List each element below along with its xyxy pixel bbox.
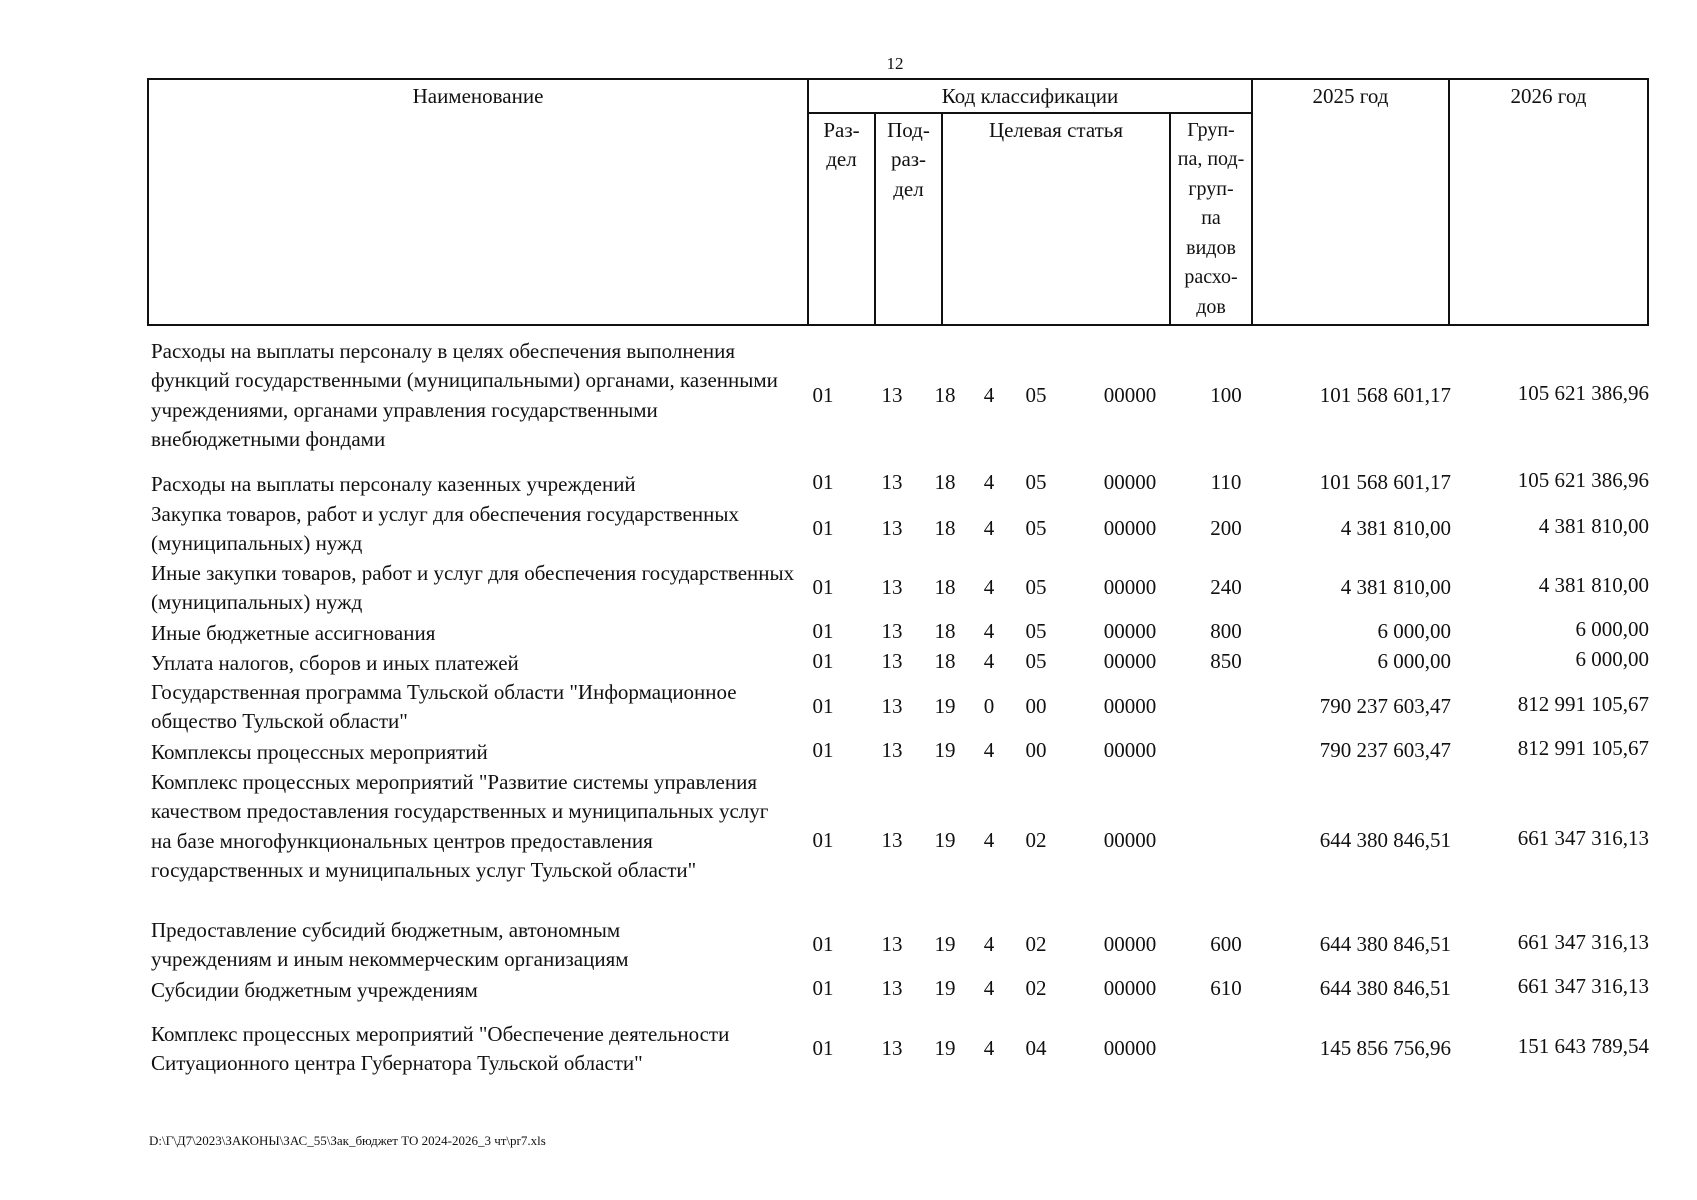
header-target-article: Целевая статья [942,113,1170,325]
row-target-program: 19 [934,932,956,956]
row-amount-2026: 812 991 105,67 [1517,692,1649,716]
row-target-element: 02 [1025,976,1047,1000]
row-amount-2025: 644 380 846,51 [1319,828,1451,852]
row-amount-2025: 101 568 601,17 [1319,470,1451,494]
header-year-2025: 2025 год [1252,79,1449,325]
row-target-program: 19 [934,738,956,762]
row-target-type: 4 [983,828,995,852]
row-target-type: 4 [983,575,995,599]
row-podrazdel: 13 [881,383,903,407]
row-target-type: 4 [983,738,995,762]
row-amount-2026: 661 347 316,13 [1517,826,1649,850]
row-target-program: 18 [934,516,956,540]
row-target-element: 04 [1025,1036,1047,1060]
row-target-direction: 00000 [1103,383,1157,407]
row-amount-2026: 4 381 810,00 [1538,514,1649,538]
row-podrazdel: 13 [881,619,903,643]
row-razdel: 01 [812,828,834,852]
row-target-program: 19 [934,1036,956,1060]
row-amount-2025: 4 381 810,00 [1340,575,1451,599]
row-razdel: 01 [812,649,834,673]
header-classification-code: Код классификации [808,79,1252,113]
row-target-program: 18 [934,470,956,494]
row-expense-group: 610 [1210,976,1242,1000]
row-razdel: 01 [812,1036,834,1060]
row-target-element: 05 [1025,470,1047,494]
row-podrazdel: 13 [881,828,903,852]
row-podrazdel: 13 [881,575,903,599]
row-amount-2025: 6 000,00 [1377,619,1451,643]
row-target-direction: 00000 [1103,932,1157,956]
header-year-2026: 2026 год [1449,79,1648,325]
row-razdel: 01 [812,383,834,407]
row-target-direction: 00000 [1103,976,1157,1000]
row-target-direction: 00000 [1103,516,1157,540]
row-target-element: 05 [1025,383,1047,407]
row-target-program: 19 [934,694,956,718]
row-amount-2026: 6 000,00 [1575,617,1649,641]
row-name: Субсидии бюджетным учреждениям [151,978,478,1002]
row-expense-group: 800 [1210,619,1242,643]
row-name: Расходы на выплаты персоналу в целях обеспечения выполнения функций государственными (муниципальными) органами, казенными учреждениями, органами управления государственными внебюджетными фондами [151,339,778,452]
row-podrazdel: 13 [881,694,903,718]
row-target-element: 02 [1025,932,1047,956]
row-razdel: 01 [812,516,834,540]
page-number: 12 [886,54,904,73]
row-target-type: 4 [983,976,995,1000]
row-target-type: 4 [983,932,995,956]
row-target-direction: 00000 [1103,1036,1157,1060]
header-podrazdel: Под- раз- дел [875,113,942,325]
footer-file-path: D:\Г\Д7\2023\ЗАКОНЫ\ЗАС_55\Зак_бюджет ТО 2024-2026_3 чт\pr7.xls [149,1133,546,1148]
header-razdel: Раз- дел [808,113,875,325]
row-razdel: 01 [812,694,834,718]
row-amount-2026: 812 991 105,67 [1517,736,1649,760]
row-target-type: 4 [983,649,995,673]
row-target-program: 19 [934,828,956,852]
row-target-type: 4 [983,383,995,407]
row-name: Иные закупки товаров, работ и услуг для обеспечения государственных (муниципальных) нужд [151,561,795,615]
row-target-program: 19 [934,976,956,1000]
row-target-direction: 00000 [1103,828,1157,852]
row-target-element: 00 [1025,738,1047,762]
row-target-direction: 00000 [1103,738,1157,762]
row-amount-2025: 4 381 810,00 [1340,516,1451,540]
row-target-type: 4 [983,470,995,494]
row-amount-2026: 6 000,00 [1575,647,1649,671]
row-podrazdel: 13 [881,976,903,1000]
row-amount-2025: 101 568 601,17 [1319,383,1451,407]
row-amount-2026: 151 643 789,54 [1517,1034,1649,1058]
row-podrazdel: 13 [881,470,903,494]
row-name: Комплекс процессных мероприятий "Обеспечение деятельности Ситуационного центра Губернатора Тульской области" [151,1022,730,1076]
row-amount-2026: 4 381 810,00 [1538,573,1649,597]
row-target-program: 18 [934,383,956,407]
row-amount-2025: 145 856 756,96 [1319,1036,1451,1060]
row-target-element: 05 [1025,649,1047,673]
row-expense-group: 110 [1210,470,1242,494]
row-podrazdel: 13 [881,738,903,762]
row-podrazdel: 13 [881,649,903,673]
row-target-program: 18 [934,619,956,643]
row-expense-group: 240 [1210,575,1242,599]
row-razdel: 01 [812,976,834,1000]
row-target-element: 02 [1025,828,1047,852]
row-name: Комплекс процессных мероприятий "Развитие системы управления качеством предоставления государственных и муниципальных услуг на базе многофункциональных центров предоставления государственных и муниципальных услуг Тульской области" [151,770,769,883]
row-target-program: 18 [934,649,956,673]
row-target-direction: 00000 [1103,649,1157,673]
row-podrazdel: 13 [881,516,903,540]
row-amount-2026: 661 347 316,13 [1517,930,1649,954]
row-target-element: 05 [1025,619,1047,643]
row-podrazdel: 13 [881,1036,903,1060]
row-name: Расходы на выплаты персоналу казенных учреждений [151,472,636,496]
row-target-element: 05 [1025,516,1047,540]
row-target-direction: 00000 [1103,470,1157,494]
row-razdel: 01 [812,932,834,956]
row-expense-group: 100 [1210,383,1242,407]
row-amount-2025: 644 380 846,51 [1319,932,1451,956]
row-target-type: 4 [983,619,995,643]
row-target-type: 4 [983,516,995,540]
row-target-type: 0 [983,694,995,718]
row-amount-2026: 105 621 386,96 [1517,468,1649,492]
row-podrazdel: 13 [881,932,903,956]
row-name: Государственная программа Тульской области "Информационное общество Тульской области" [151,680,737,734]
table-header [147,78,1649,326]
row-amount-2025: 6 000,00 [1377,649,1451,673]
row-expense-group: 200 [1210,516,1242,540]
row-target-program: 18 [934,575,956,599]
row-name: Закупка товаров, работ и услуг для обеспечения государственных (муниципальных) нужд [151,502,740,556]
row-name: Предоставление субсидий бюджетным, автономным учреждениям и иным некоммерческим организациям [151,918,629,972]
header-expense-group: Груп- па, под- груп- па видов расхо- дов [1170,113,1252,325]
row-target-element: 05 [1025,575,1047,599]
row-target-direction: 00000 [1103,694,1157,718]
row-amount-2026: 105 621 386,96 [1517,381,1649,405]
row-amount-2025: 790 237 603,47 [1319,694,1451,718]
header-name: Наименование [148,79,808,325]
row-name: Комплексы процессных мероприятий [151,740,488,764]
row-expense-group: 600 [1210,932,1242,956]
row-name: Уплата налогов, сборов и иных платежей [151,651,519,675]
row-target-element: 00 [1025,694,1047,718]
row-target-direction: 00000 [1103,619,1157,643]
row-razdel: 01 [812,470,834,494]
row-amount-2025: 644 380 846,51 [1319,976,1451,1000]
row-target-type: 4 [983,1036,995,1060]
row-razdel: 01 [812,738,834,762]
row-amount-2026: 661 347 316,13 [1517,974,1649,998]
row-expense-group: 850 [1210,649,1242,673]
row-target-direction: 00000 [1103,575,1157,599]
row-name: Иные бюджетные ассигнования [151,621,436,645]
row-razdel: 01 [812,619,834,643]
row-razdel: 01 [812,575,834,599]
row-amount-2025: 790 237 603,47 [1319,738,1451,762]
